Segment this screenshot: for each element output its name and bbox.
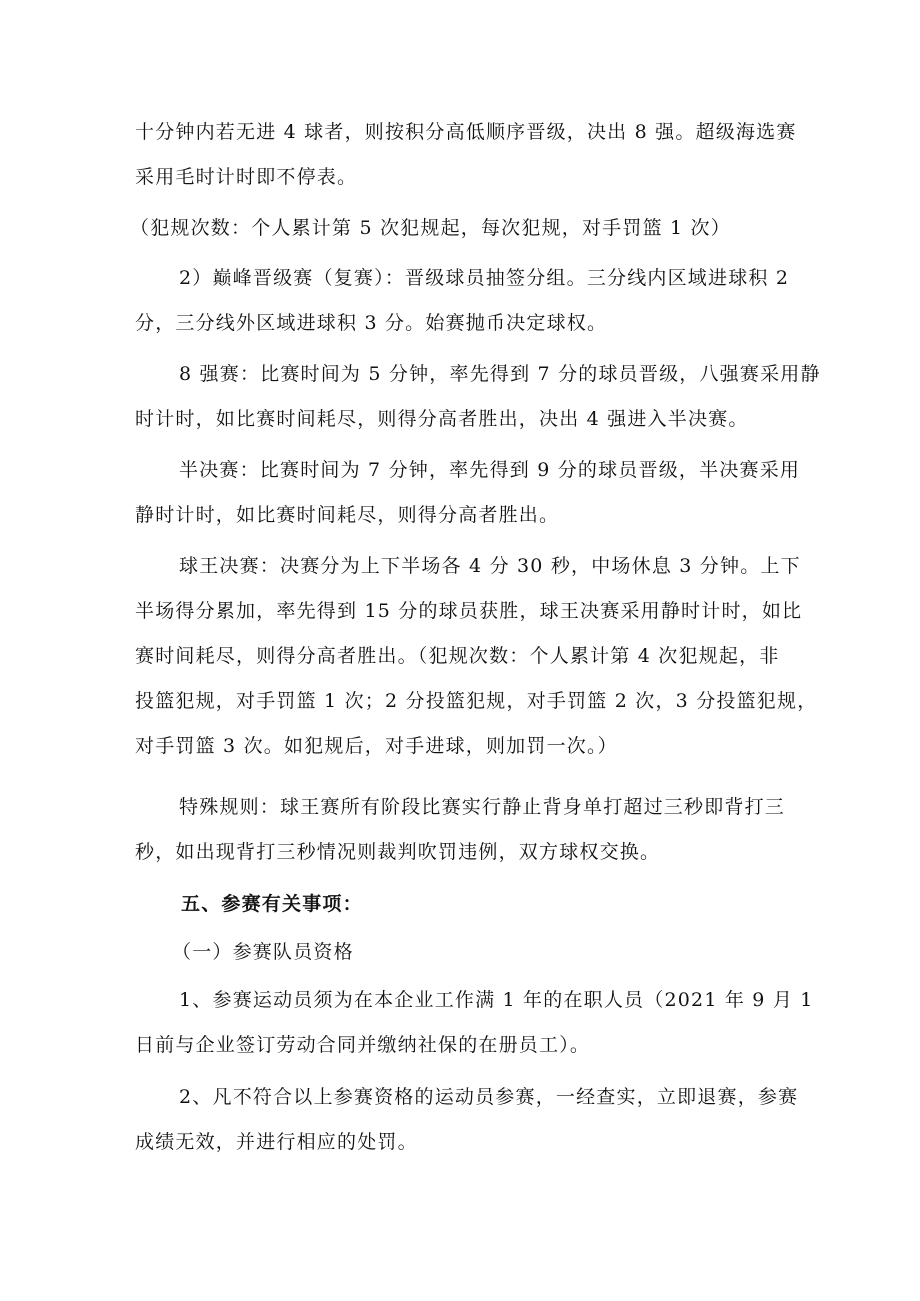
paragraph-eligibility-2 [135, 1075, 799, 1165]
text-line: 1、参赛运动员须为在本企业工作满 1 年的在职人员（2021 年 9 月 1 [179, 989, 814, 1011]
subsection-heading-text: （一）参赛队员资格 [172, 941, 354, 963]
text-line: 投篮犯规，对手罚篮 1 次；2 分投篮犯规，对手罚篮 2 次，3 分投篮犯规， [135, 690, 818, 712]
text-line: 秒，如出现背打三秒情况则裁判吹罚违例，双方球权交换。 [135, 841, 661, 863]
paragraph-semifinal [135, 448, 801, 538]
paragraph-top-eight [135, 352, 821, 442]
text-line: 赛时间耗尽，则得分高者胜出。（犯规次数：个人累计第 4 次犯规起，非 [135, 645, 780, 667]
text-line: 十分钟内若无进 4 球者，则按积分高低顺序晋级，决出 8 强。超级海选赛 [135, 121, 797, 143]
paragraph-eligibility-1 [135, 978, 814, 1068]
section-heading-text: 五、参赛有关事项： [181, 893, 363, 915]
text-line: 半场得分累加，率先得到 15 分的球员获胜，球王决赛采用静时计时，如比 [135, 600, 803, 622]
paragraph-peak-promotion [135, 256, 795, 346]
text-line: 日前与企业签订劳动合同并缴纳社保的在册员工）。 [135, 1034, 591, 1056]
paragraph-special-rules [135, 785, 795, 875]
subsection-heading-eligibility [172, 930, 832, 975]
text-line: 对手罚篮 3 次。如犯规后，对手进球，则加罚一次。） [135, 735, 618, 757]
text-line: 2、凡不符合以上参赛资格的运动员参赛，一经查实，立即退赛，参赛 [179, 1086, 799, 1108]
section-heading-participation [181, 882, 841, 927]
text-line: 8 强赛：比赛时间为 5 分钟，率先得到 7 分的球员晋级，八强赛采用静 [179, 363, 821, 385]
text-line: 静时计时，如比赛时间耗尽，则得分高者胜出。 [135, 504, 560, 526]
text-line: 时计时，如比赛时间耗尽，则得分高者胜出，决出 4 强进入半决赛。 [135, 408, 749, 430]
paragraph-super-audition [135, 110, 795, 200]
paragraph-final [135, 544, 818, 769]
text-line: 采用毛时计时即不停表。 [135, 166, 358, 188]
text-line: （犯规次数：个人累计第 5 次犯规起，每次犯规，对手罚篮 1 次） [130, 217, 731, 239]
text-line: 成绩无效，并进行相应的处罚。 [135, 1131, 418, 1153]
paragraph-foul-count [130, 206, 790, 251]
text-line: 半决赛：比赛时间为 7 分钟，率先得到 9 分的球员晋级，半决赛采用 [179, 459, 801, 481]
text-line: 分，三分线外区域进球积 3 分。始赛抛币决定球权。 [135, 312, 608, 334]
text-line: 球王决赛：决赛分为上下半场各 4 分 30 秒，中场休息 3 分钟。上下 [179, 555, 801, 577]
text-line: 2）巅峰晋级赛（复赛）：晋级球员抽签分组。三分线内区域进球积 2 [179, 267, 790, 289]
text-line: 特殊规则：球王赛所有阶段比赛实行静止背身单打超过三秒即背打三 [179, 796, 786, 818]
